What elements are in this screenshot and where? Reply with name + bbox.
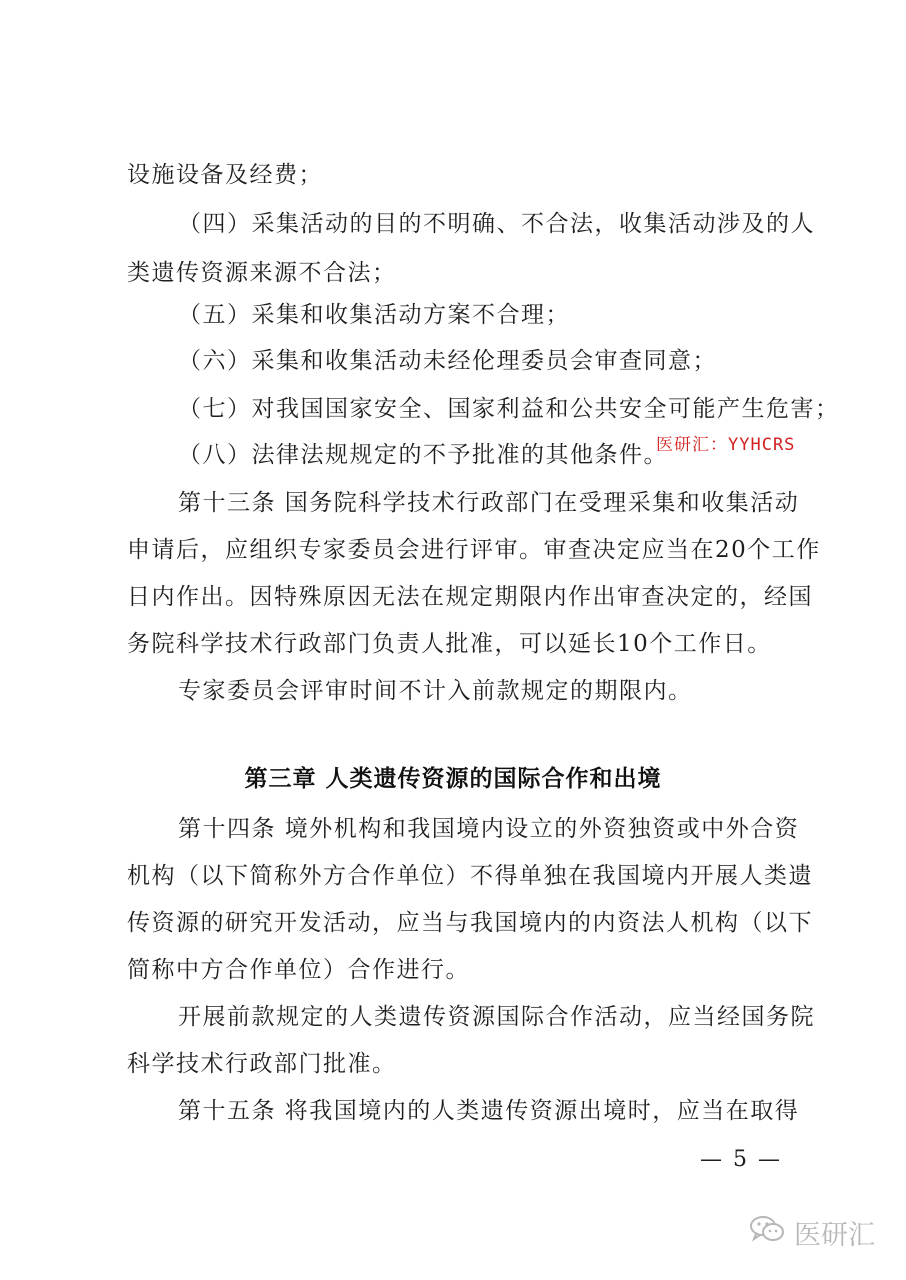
text-line: 申请后，应组织专家委员会进行评审。审查决定应当在20个工作 (127, 537, 821, 563)
page-number: — 5 — (700, 1147, 782, 1172)
wechat-watermark (748, 1212, 875, 1252)
wechat-icon (748, 1214, 794, 1251)
text-line: （七）对我国国家安全、国家利益和公共安全可能产生危害； (178, 396, 840, 422)
watermark-text: 医研汇：YYHCRS (656, 435, 796, 455)
text-line: 开展前款规定的人类遗传资源国际合作活动，应当经国务院 (178, 1004, 815, 1030)
text-line: 类遗传资源来源不合法； (127, 260, 397, 286)
text-line: （六）采集和收集活动未经伦理委员会审查同意； (178, 348, 717, 374)
text-line: 第十三条 国务院科学技术行政部门在受理采集和收集活动 (178, 490, 800, 516)
text-line: （四）采集活动的目的不明确、不合法，收集活动涉及的人 (178, 211, 815, 237)
text-line: 务院科学技术行政部门负责人批准，可以延长10个工作日。 (127, 631, 772, 657)
text-line: 日内作出。因特殊原因无法在规定期限内作出审查决定的，经国 (127, 584, 813, 610)
text-line: 传资源的研究开发活动，应当与我国境内的内资法人机构（以下 (127, 910, 813, 936)
text-line: 第十四条 境外机构和我国境内设立的外资独资或中外合资 (178, 816, 800, 842)
text-line: 科学技术行政部门批准。 (127, 1051, 397, 1077)
text-line: 机构（以下简称外方合作单位）不得单独在我国境内开展人类遗 (127, 863, 813, 889)
chapter-heading: 第三章 人类遗传资源的国际合作和出境 (244, 766, 662, 792)
text-line: （五）采集和收集活动方案不合理； (178, 302, 570, 328)
text-line: （八）法律法规规定的不予批准的其他条件。 (178, 442, 668, 468)
text-line: 设施设备及经费； (127, 162, 323, 188)
brand-name: 医研汇 (794, 1219, 875, 1251)
text-line: 第十五条 将我国境内的人类遗传资源出境时，应当在取得 (178, 1098, 800, 1124)
text-line: 专家委员会评审时间不计入前款规定的期限内。 (178, 678, 693, 704)
text-line: 简称中方合作单位）合作进行。 (127, 957, 470, 983)
